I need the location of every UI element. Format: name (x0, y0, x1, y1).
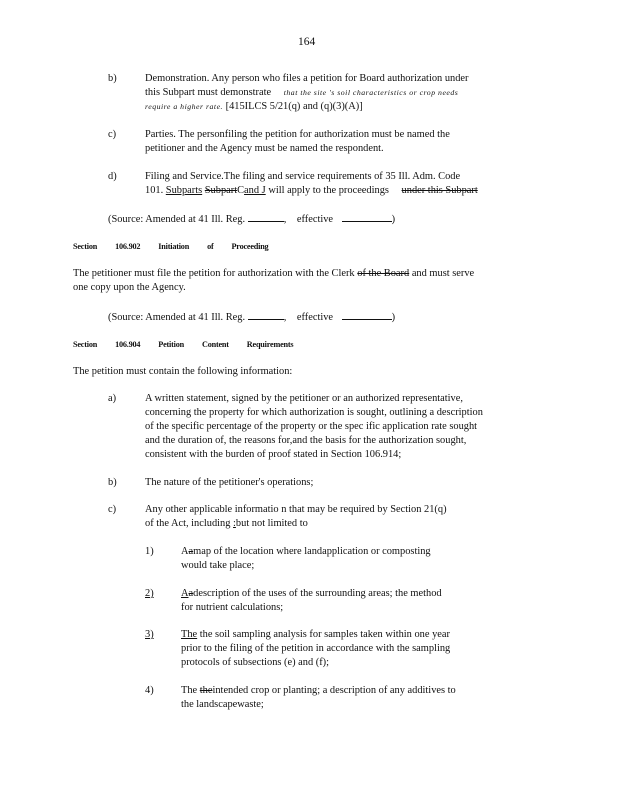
list-c-line-2: of the Act, including :but not limited to (145, 518, 308, 529)
list-a-line-5: consistent with the burden of proof stated in Section 106.914; (145, 449, 402, 460)
list-label-b: b) (108, 477, 117, 488)
item-label-b: b) (108, 73, 117, 84)
source-note-2: (Source: Amended at 41 Ill. Reg. , effective ) (108, 309, 395, 326)
sublist-4-line-2: the landscapewaste; (181, 699, 264, 710)
item-label-d: d) (108, 171, 117, 182)
list-b-line-1: The nature of the petitioner's operations; (145, 477, 314, 488)
section-904-intro: The petition must contain the following information: (73, 366, 293, 377)
demonstration-line-2: this Subpart must demonstrate that the site 's soil characteristics or crop needs (145, 87, 459, 98)
section-902-line-2: one copy upon the Agency. (73, 282, 186, 293)
sublist-2-line-1: Aadescription of the uses of the surrounding areas; the method (181, 588, 442, 599)
list-a-line-4: and the duration of, the reasons for,and the basis for the authorization sought, (145, 435, 467, 446)
sublist-1-line-1: Aamap of the location where landapplication or composting (181, 546, 431, 557)
parties-line-2: petitioner and the Agency must be named the respondent. (145, 143, 384, 154)
sublist-label-3: 3) (145, 629, 154, 640)
sublist-3-line-2: prior to the filing of the petition in accordance with the sampling (181, 643, 451, 654)
source-note-1: (Source: Amended at 41 Ill. Reg. , effective ) (108, 211, 395, 228)
demonstration-line-1: Demonstration. Any person who files a petition for Board authorization under (145, 73, 469, 84)
demonstration-line-3: require a higher rate. [415ILCS 5/21(q) and (q)(3)(A)] (145, 101, 363, 112)
list-a-line-1: A written statement, signed by the petitioner or an authorized representative, (145, 393, 463, 404)
list-a-line-2: concerning the property for which authorization is sought, outlining a description (145, 407, 483, 418)
list-c-line-1: Any other applicable informatio n that may be required by Section 21(q) (145, 504, 447, 515)
sublist-label-2: 2) (145, 588, 154, 599)
list-a-line-3: of the specific percentage of the property or the spec ific application rate sought (145, 421, 478, 432)
filing-line-2: 101. Subparts SubpartCand J will apply to the proceedings under this Subpart (145, 185, 478, 196)
section-902-line-1: The petitioner must file the petition for authorization with the Clerk of the Board and must serve (73, 268, 475, 279)
section-heading-904: Section 106.904 Petition Content Requirements (73, 340, 294, 349)
page-number: 164 (298, 36, 316, 48)
item-label-c: c) (108, 129, 117, 140)
section-heading-902: Section 106.902 Initiation of Proceeding (73, 242, 269, 251)
sublist-1-line-2: would take place; (181, 560, 255, 571)
sublist-3-line-1: The the soil sampling analysis for samples taken within one year (181, 629, 450, 640)
sublist-label-4: 4) (145, 685, 154, 696)
list-label-a: a) (108, 393, 117, 404)
sublist-label-1: 1) (145, 546, 154, 557)
list-label-c: c) (108, 504, 117, 515)
filing-line-1: Filing and Service.The filing and service requirements of 35 Ill. Adm. Code (145, 171, 461, 182)
parties-line-1: Parties. The personfiling the petition for authorization must be named the (145, 129, 450, 140)
sublist-4-line-1: The theintended crop or planting; a description of any additives to (181, 685, 456, 696)
sublist-2-line-2: for nutrient calculations; (181, 602, 284, 613)
sublist-3-line-3: protocols of subsections (e) and (f); (181, 657, 330, 668)
